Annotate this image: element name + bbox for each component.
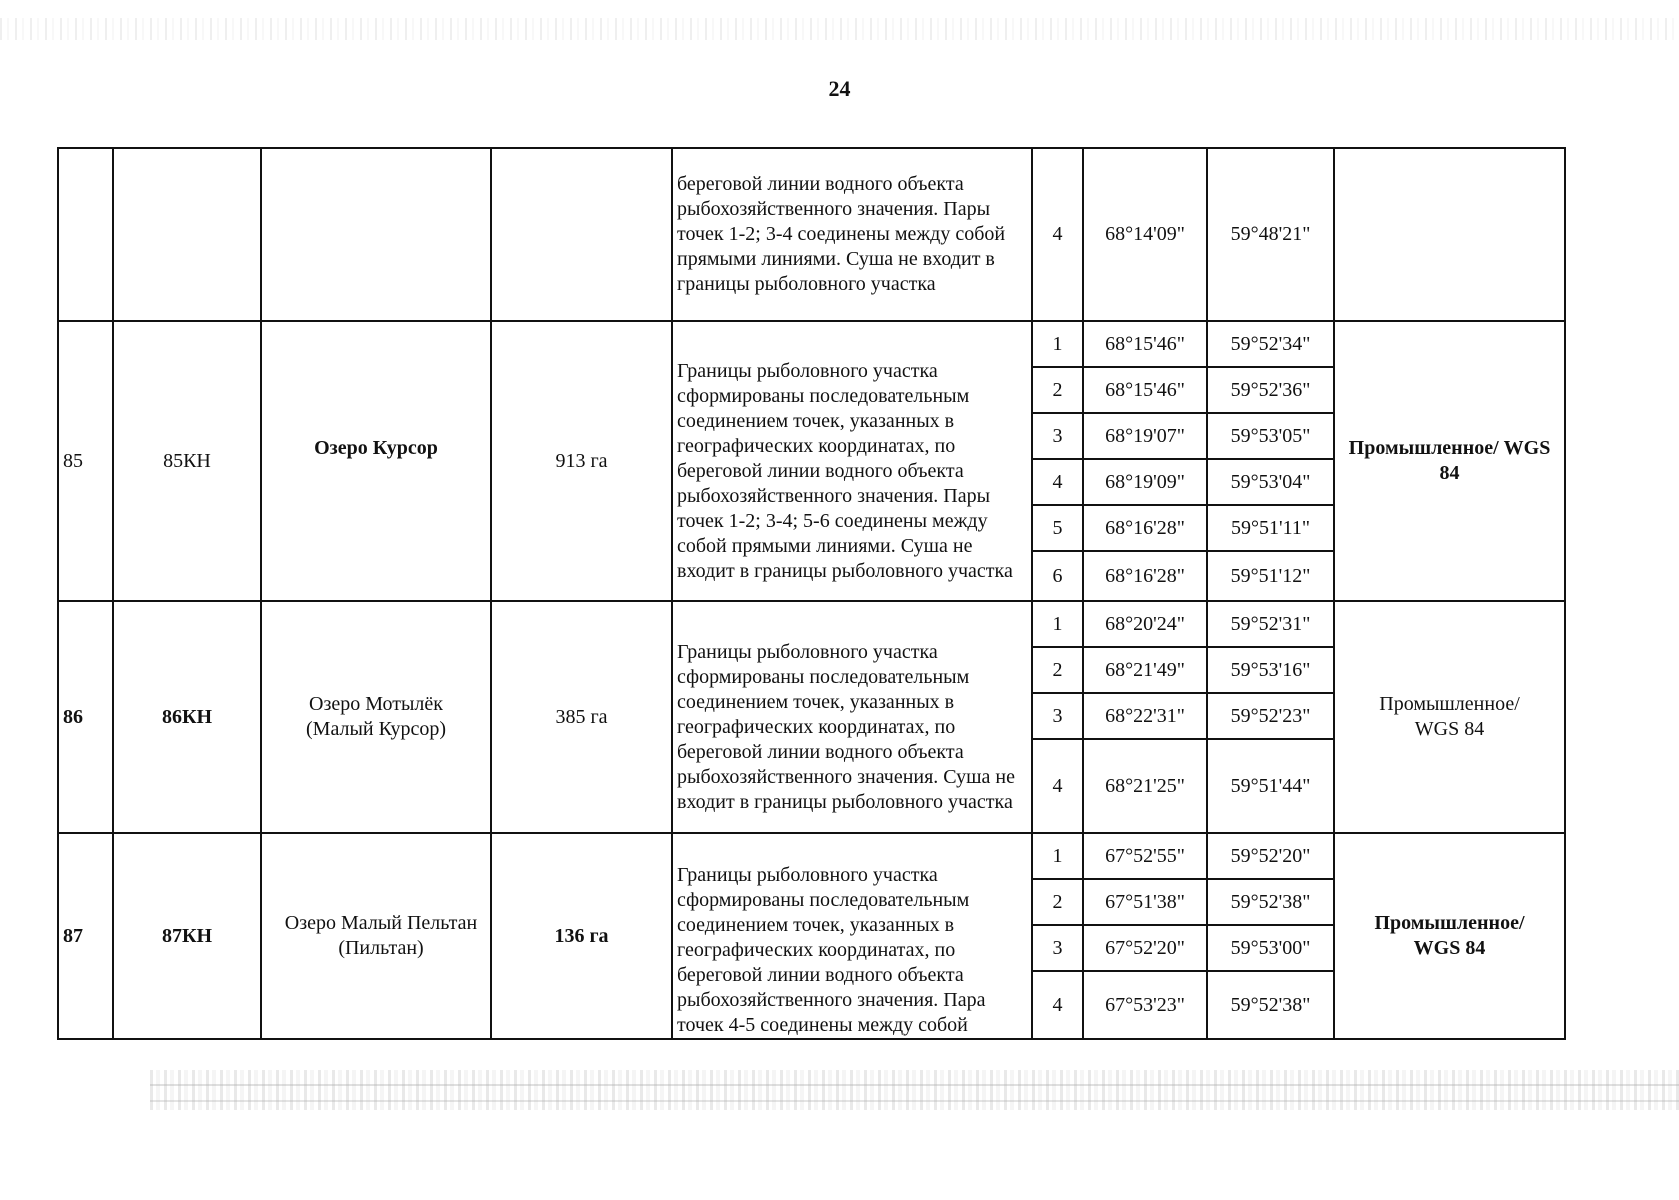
longitude: 59°53'04"	[1207, 459, 1334, 505]
area-code: 85КН	[113, 321, 261, 601]
latitude: 67°52'20"	[1083, 925, 1207, 971]
point-number: 6	[1032, 551, 1083, 601]
point-number: 4	[1032, 739, 1083, 833]
latitude: 67°52'55"	[1083, 833, 1207, 879]
point-number: 1	[1032, 601, 1083, 647]
latitude: 68°19'07"	[1083, 413, 1207, 459]
longitude: 59°48'21"	[1207, 148, 1334, 321]
area-size: 385 га	[491, 601, 672, 833]
table-row	[58, 321, 1565, 367]
latitude: 68°16'28"	[1083, 505, 1207, 551]
latitude: 68°19'09"	[1083, 459, 1207, 505]
latitude: 68°15'46"	[1083, 367, 1207, 413]
longitude: 59°53'16"	[1207, 647, 1334, 693]
longitude: 59°52'36"	[1207, 367, 1334, 413]
area-size: 136 га	[491, 833, 672, 1039]
latitude: 68°21'49"	[1083, 647, 1207, 693]
scan-noise-bottom	[150, 1070, 1679, 1110]
table-row	[58, 601, 1565, 647]
latitude: 68°16'28"	[1083, 551, 1207, 601]
coordinate-system: Промышленное/ WGS 84	[1334, 321, 1565, 601]
longitude: 59°51'12"	[1207, 551, 1334, 601]
area-code: 87КН	[113, 833, 261, 1039]
point-number: 2	[1032, 367, 1083, 413]
area-code-cell	[113, 148, 261, 321]
longitude: 59°52'38"	[1207, 879, 1334, 925]
point-number: 4	[1032, 148, 1083, 321]
boundary-description: Границы рыболовного участка сформированы последовательным соединением точек, указанных в географических координатах, по береговой линии водного объекта рыбохозяйственного значения. Суша не входит в границы рыболовного участка	[672, 601, 1032, 833]
table-row	[58, 148, 1565, 321]
longitude: 59°52'31"	[1207, 601, 1334, 647]
point-number: 5	[1032, 505, 1083, 551]
coordinate-system: Промышленное/ WGS 84	[1334, 833, 1565, 1039]
longitude: 59°52'23"	[1207, 693, 1334, 739]
water-body-name: Озеро Курсор	[261, 321, 491, 601]
point-number: 2	[1032, 647, 1083, 693]
latitude: 68°22'31"	[1083, 693, 1207, 739]
longitude: 59°51'11"	[1207, 505, 1334, 551]
longitude: 59°51'44"	[1207, 739, 1334, 833]
point-number: 4	[1032, 459, 1083, 505]
row-number-cell	[58, 148, 113, 321]
latitude: 67°51'38"	[1083, 879, 1207, 925]
longitude: 59°53'00"	[1207, 925, 1334, 971]
fishing-areas-table	[57, 147, 1566, 1040]
point-number: 1	[1032, 321, 1083, 367]
scan-noise-top	[0, 18, 1679, 40]
row-number: 86	[58, 601, 113, 833]
boundary-description: Границы рыболовного участка сформированы последовательным соединением точек, указанных в географических координатах, по береговой линии водного объекта рыбохозяйственного значения. Пары точек 1-2; 3-4; 5-6 соединены между собой прямыми линиями. Суша не входит в границы рыболовного участка	[672, 321, 1032, 601]
boundary-description: Границы рыболовного участка сформированы последовательным соединением точек, указанных в географических координатах, по береговой линии водного объекта рыбохозяйственного значения. Пара точек 4-5 соединены между собой	[672, 833, 1032, 1039]
row-number: 87	[58, 833, 113, 1039]
water-body-name-cell	[261, 148, 491, 321]
water-body-name: Озеро Малый Пельтан (Пильтан)	[261, 833, 491, 1039]
water-body-name: Озеро Мотылёк (Малый Курсор)	[261, 601, 491, 833]
table-row	[58, 833, 1565, 879]
area-size: 913 га	[491, 321, 672, 601]
latitude: 68°20'24"	[1083, 601, 1207, 647]
latitude: 68°14'09"	[1083, 148, 1207, 321]
point-number: 4	[1032, 971, 1083, 1039]
longitude: 59°53'05"	[1207, 413, 1334, 459]
latitude: 67°53'23"	[1083, 971, 1207, 1039]
longitude: 59°52'34"	[1207, 321, 1334, 367]
point-number: 3	[1032, 413, 1083, 459]
longitude: 59°52'20"	[1207, 833, 1334, 879]
coordinate-system: Промышленное/ WGS 84	[1334, 601, 1565, 833]
point-number: 3	[1032, 693, 1083, 739]
point-number: 3	[1032, 925, 1083, 971]
latitude: 68°15'46"	[1083, 321, 1207, 367]
coordinate-system-cell	[1334, 148, 1565, 321]
point-number: 2	[1032, 879, 1083, 925]
area-size-cell	[491, 148, 672, 321]
longitude: 59°52'38"	[1207, 971, 1334, 1039]
point-number: 1	[1032, 833, 1083, 879]
page-number: 24	[828, 76, 851, 101]
area-code: 86КН	[113, 601, 261, 833]
boundary-description: береговой линии водного объекта рыбохозяйственного значения. Пары точек 1-2; 3-4 соединены между собой прямыми линиями. Суша не входит в границы рыболовного участка	[672, 148, 1032, 321]
latitude: 68°21'25"	[1083, 739, 1207, 833]
row-number: 85	[58, 321, 113, 601]
